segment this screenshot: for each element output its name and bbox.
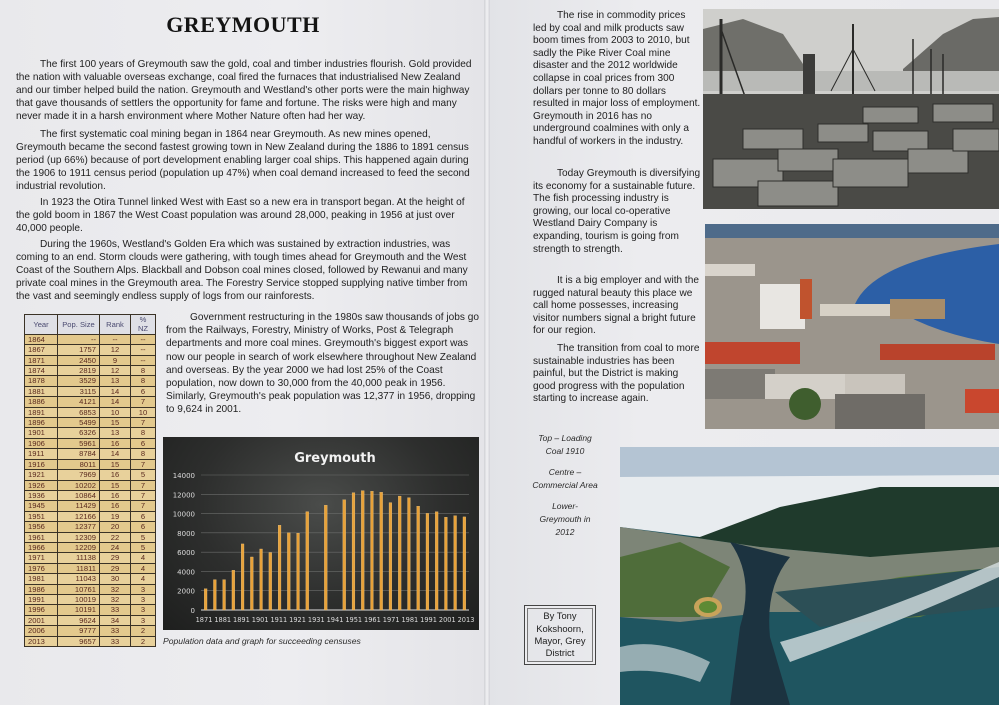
cell-pct-nz: 6 xyxy=(131,386,156,396)
cell-rank: 29 xyxy=(100,553,131,563)
chart-bar xyxy=(398,496,401,610)
paragraph-diversifying: Today Greymouth is diversifying its economy for a sustainable future. The fish processing industry is growing, our local co-operative Westland Dairy Company is expanding, tourism is going from strength to strength. xyxy=(533,168,701,255)
chart-title: Greymouth xyxy=(294,451,376,466)
cell-pop-size: 6853 xyxy=(58,407,100,417)
table-row xyxy=(25,459,156,469)
table-row xyxy=(25,522,156,532)
photo-greymouth-2012 xyxy=(620,447,999,705)
cell-pct-nz: 7 xyxy=(131,397,156,407)
river-mouth-aerial-image xyxy=(620,447,999,705)
x-tick-label: 1921 xyxy=(289,616,306,624)
population-table xyxy=(24,314,156,647)
cell-pop-size: -- xyxy=(58,334,100,344)
x-tick-label: 1871 xyxy=(195,616,213,624)
chart-bar xyxy=(454,516,457,610)
photo-captions xyxy=(530,432,600,547)
cell-year: 1906 xyxy=(25,438,58,448)
header-pct-nz: % NZ xyxy=(131,315,156,335)
cell-pop-size: 10191 xyxy=(58,605,100,615)
cell-rank: 32 xyxy=(100,594,131,604)
chart-bar xyxy=(278,525,281,610)
cell-year: 1996 xyxy=(25,605,58,615)
table-row xyxy=(25,490,156,500)
cell-pop-size: 11043 xyxy=(58,574,100,584)
x-tick-label: 1911 xyxy=(270,616,288,624)
x-tick-label: 1901 xyxy=(251,616,269,624)
cell-pop-size: 11811 xyxy=(58,563,100,573)
cell-year: 2013 xyxy=(25,636,58,646)
y-tick-label: 12000 xyxy=(172,491,195,500)
x-tick-label: 1891 xyxy=(233,616,250,624)
cell-pop-size: 9777 xyxy=(58,626,100,636)
cell-rank: 10 xyxy=(100,407,131,417)
x-tick-label: 1941 xyxy=(326,616,344,624)
cell-rank: 12 xyxy=(100,345,131,355)
header-rank: Rank xyxy=(100,315,131,335)
table-row xyxy=(25,438,156,448)
cell-year: 1945 xyxy=(25,501,58,511)
cell-rank: 33 xyxy=(100,605,131,615)
cell-year: 1901 xyxy=(25,428,58,438)
cell-pct-nz: 2 xyxy=(131,636,156,646)
chart-bar xyxy=(343,500,346,610)
cell-rank: 16 xyxy=(100,490,131,500)
cell-rank: 9 xyxy=(100,355,131,365)
chart-bar xyxy=(426,513,429,610)
cell-pct-nz: -- xyxy=(131,345,156,355)
cell-pop-size: 6326 xyxy=(58,428,100,438)
chart-bar xyxy=(269,553,272,610)
chart-bar xyxy=(306,512,309,610)
chart-bar xyxy=(232,570,235,610)
table-body xyxy=(25,334,156,646)
cell-pct-nz: 7 xyxy=(131,459,156,469)
table-row xyxy=(25,615,156,625)
coal-wagons-image xyxy=(703,9,999,209)
paragraph-transition: The transition from coal to more sustainable industries has been painful, but the District is making good progress with the population starting to increase again. xyxy=(533,343,700,405)
cell-rank: 15 xyxy=(100,459,131,469)
paragraph-history: The first 100 years of Greymouth saw the gold, coal and timber industries flourish. Gold provided the nation with valuable overseas exchange, coal fired the furnaces that industrialised New Zealand and our timber helped build the nation. Greymouth and Westland's other ports were the main highway that gave thousands of settlers the opportunity for fame and fortune. The risks were high and many never made it in a harsh environment where Mother Nature often had her way. xyxy=(16,59,472,123)
cell-pct-nz: 7 xyxy=(131,501,156,511)
y-tick-label: 4000 xyxy=(177,568,195,577)
table-row xyxy=(25,449,156,459)
cell-year: 2006 xyxy=(25,626,58,636)
town-aerial-image xyxy=(705,224,999,429)
cell-pct-nz: 8 xyxy=(131,449,156,459)
x-tick-label: 1991 xyxy=(420,616,437,624)
cell-year: 1921 xyxy=(25,470,58,480)
chart-bar xyxy=(371,491,374,610)
cell-pct-nz: 8 xyxy=(131,366,156,376)
table-row xyxy=(25,563,156,573)
table-row xyxy=(25,397,156,407)
table-row xyxy=(25,345,156,355)
photo-commercial-area xyxy=(705,224,999,429)
cell-pct-nz: -- xyxy=(131,334,156,344)
cell-pct-nz: 7 xyxy=(131,480,156,490)
chart-bar xyxy=(435,512,438,610)
table-row xyxy=(25,355,156,365)
chart-bar xyxy=(287,533,290,610)
chart-bar xyxy=(297,533,300,610)
cell-year: 1891 xyxy=(25,407,58,417)
cell-year: 1956 xyxy=(25,522,58,532)
cell-rank: 16 xyxy=(100,501,131,511)
table-row xyxy=(25,605,156,615)
cell-pct-nz: 10 xyxy=(131,407,156,417)
cell-rank: 12 xyxy=(100,366,131,376)
x-tick-label: 1961 xyxy=(364,616,381,624)
cell-pct-nz: 5 xyxy=(131,470,156,480)
y-tick-label: 10000 xyxy=(172,510,195,519)
cell-rank: 29 xyxy=(100,563,131,573)
cell-rank: 34 xyxy=(100,615,131,625)
y-tick-label: 14000 xyxy=(172,472,195,480)
table-header-row xyxy=(25,315,156,335)
chart-bar xyxy=(361,491,364,610)
chart-svg xyxy=(163,437,479,630)
page-title: GREYMOUTH xyxy=(166,12,320,37)
table-row xyxy=(25,470,156,480)
cell-pct-nz: 4 xyxy=(131,574,156,584)
cell-rank: 14 xyxy=(100,397,131,407)
paragraph-1960s: During the 1960s, Westland's Golden Era which was sustained by extraction industries, was coming to an end. Storm clouds were gathering, with tough times ahead for Greymouth and the West Coast of the Southern Alps. Blackball and Dobson coal mines closed, followed by Rewanui and many private coal mines in the Greymouth area. The Forestry Service stopped supplying native timber from the vast and seemingly endless supply of logs from our rainforests. xyxy=(16,239,468,303)
cell-rank: -- xyxy=(100,334,131,344)
cell-rank: 13 xyxy=(100,428,131,438)
paragraph-restructuring: Government restructuring in the 1980s saw thousands of jobs go from the Railways, Forestry, Ministry of Works, Post & Telegraph departments and more coal mines. Greymouth's biggest export was now our people in search of work elsewhere throughout New Zealand and overseas. By the year 2000 we had lost 25% of the Coast population, now down to 30,000 from the 40,000 peak in 1956. Similarly, Greymouth's peak population was 12,377 in 1956, dropping to 9,624 in 2001. xyxy=(166,312,479,416)
cell-year: 1926 xyxy=(25,480,58,490)
cell-pop-size: 12166 xyxy=(58,511,100,521)
chart-bar xyxy=(352,493,355,610)
caption-centre: Centre – Commercial Area xyxy=(532,467,598,490)
cell-pct-nz: 3 xyxy=(131,594,156,604)
population-chart xyxy=(163,437,479,630)
cell-year: 1976 xyxy=(25,563,58,573)
header-pop-size: Pop. Size xyxy=(58,315,100,335)
cell-rank: 22 xyxy=(100,532,131,542)
page-gutter xyxy=(484,0,490,705)
cell-pop-size: 10019 xyxy=(58,594,100,604)
x-tick-label: 1931 xyxy=(307,616,325,624)
cell-pop-size: 9624 xyxy=(58,615,100,625)
cell-pop-size: 2450 xyxy=(58,355,100,365)
cell-year: 1867 xyxy=(25,345,58,355)
cell-year: 2001 xyxy=(25,615,58,625)
cell-year: 1896 xyxy=(25,418,58,428)
caption-lower: Lower- Greymouth in 2012 xyxy=(539,501,591,537)
cell-pct-nz: 7 xyxy=(131,418,156,428)
cell-pop-size: 8011 xyxy=(58,459,100,469)
table-row xyxy=(25,376,156,386)
x-tick-label: 1971 xyxy=(382,616,400,624)
table-row xyxy=(25,574,156,584)
table-row xyxy=(25,334,156,344)
cell-pct-nz: 5 xyxy=(131,542,156,552)
y-tick-label: 2000 xyxy=(177,587,195,596)
cell-rank: 14 xyxy=(100,386,131,396)
cell-pct-nz: 6 xyxy=(131,438,156,448)
cell-pop-size: 11429 xyxy=(58,501,100,511)
x-tick-label: 2013 xyxy=(457,616,475,624)
cell-pop-size: 5499 xyxy=(58,418,100,428)
cell-year: 1886 xyxy=(25,397,58,407)
cell-year: 1881 xyxy=(25,386,58,396)
cell-pop-size: 7969 xyxy=(58,470,100,480)
cell-pct-nz: 5 xyxy=(131,532,156,542)
author-box: By Tony Kokshoorn, Mayor, Grey District xyxy=(524,605,596,665)
cell-pop-size: 4121 xyxy=(58,397,100,407)
cell-year: 1916 xyxy=(25,459,58,469)
chart-bar xyxy=(417,506,420,610)
cell-rank: 15 xyxy=(100,480,131,490)
cell-year: 1874 xyxy=(25,366,58,376)
cell-pop-size: 8784 xyxy=(58,449,100,459)
table-row xyxy=(25,542,156,552)
x-tick-label: 1881 xyxy=(214,616,232,624)
cell-rank: 15 xyxy=(100,418,131,428)
table-row xyxy=(25,501,156,511)
chart-bar xyxy=(213,580,216,610)
x-tick-label: 1951 xyxy=(345,616,363,624)
chart-caption: Population data and graph for succeeding censuses xyxy=(163,636,361,646)
chart-bar xyxy=(260,549,263,610)
cell-pct-nz: 8 xyxy=(131,428,156,438)
cell-pct-nz: 3 xyxy=(131,584,156,594)
cell-rank: 14 xyxy=(100,449,131,459)
chart-bar xyxy=(444,517,447,610)
cell-rank: 33 xyxy=(100,636,131,646)
cell-rank: 30 xyxy=(100,574,131,584)
cell-pop-size: 5961 xyxy=(58,438,100,448)
cell-pct-nz: 7 xyxy=(131,490,156,500)
chart-bar xyxy=(380,492,383,610)
cell-pct-nz: 6 xyxy=(131,522,156,532)
cell-pct-nz: 3 xyxy=(131,615,156,625)
cell-year: 1981 xyxy=(25,574,58,584)
chart-bar xyxy=(389,503,392,610)
cell-rank: 13 xyxy=(100,376,131,386)
cell-pop-size: 10761 xyxy=(58,584,100,594)
paragraph-commodity-prices: The rise in commodity prices led by coal and milk products saw boom times from 2003 to 2010, but sadly the Pike River Coal mine disaster and the 2012 worldwide collapse in coal prices from 300 dollars per tonne to 80 dollars resulted in major loss of employment. Greymouth in 2016 has no underground coalmines with only a handful of workers in the industry. xyxy=(533,10,701,147)
cell-pop-size: 10202 xyxy=(58,480,100,490)
cell-year: 1971 xyxy=(25,553,58,563)
cell-rank: 24 xyxy=(100,542,131,552)
cell-year: 1871 xyxy=(25,355,58,365)
table-row xyxy=(25,418,156,428)
cell-pct-nz: 8 xyxy=(131,376,156,386)
y-tick-label: 8000 xyxy=(177,529,195,538)
cell-pop-size: 9657 xyxy=(58,636,100,646)
paragraph-coal-mining: The first systematic coal mining began in 1864 near Greymouth. As new mines opened, Greymouth became the second fastest growing town in New Zealand during the 1886 to 1891 census period (up 66%) because of port development enabling larger coal ships. This happened again during the 1906 to 1911 census period (population up 47%) when coal demand increased to feed the second industrial revolution. xyxy=(16,129,470,193)
table-row xyxy=(25,386,156,396)
chart-bar xyxy=(324,505,327,610)
table-row xyxy=(25,480,156,490)
photo-loading-coal xyxy=(703,9,999,209)
table-row xyxy=(25,594,156,604)
cell-rank: 16 xyxy=(100,470,131,480)
table-row xyxy=(25,626,156,636)
cell-year: 1991 xyxy=(25,594,58,604)
caption-top: Top – Loading Coal 1910 xyxy=(538,433,592,456)
cell-year: 1966 xyxy=(25,542,58,552)
table-row xyxy=(25,553,156,563)
cell-pop-size: 1757 xyxy=(58,345,100,355)
cell-year: 1911 xyxy=(25,449,58,459)
cell-pop-size: 12309 xyxy=(58,532,100,542)
cell-pct-nz: 4 xyxy=(131,563,156,573)
chart-bar xyxy=(463,517,466,610)
chart-bar xyxy=(250,557,253,610)
table-row xyxy=(25,366,156,376)
chart-bar xyxy=(408,498,411,610)
cell-rank: 20 xyxy=(100,522,131,532)
cell-pct-nz: 2 xyxy=(131,626,156,636)
cell-pct-nz: 3 xyxy=(131,605,156,615)
cell-rank: 32 xyxy=(100,584,131,594)
cell-rank: 19 xyxy=(100,511,131,521)
table-row xyxy=(25,636,156,646)
chart-bar xyxy=(223,580,226,610)
paragraph-otira-tunnel: In 1923 the Otira Tunnel linked West with East so a new era in transport began. At the height of the gold boom in 1867 the West Coast population was around 28,000, peaking in 1956 at just over 40,000 people. xyxy=(16,197,465,235)
x-tick-label: 1981 xyxy=(401,616,419,624)
chart-bar xyxy=(241,544,244,610)
chart-bar xyxy=(204,589,207,610)
table-row xyxy=(25,407,156,417)
cell-pop-size: 3529 xyxy=(58,376,100,386)
cell-year: 1878 xyxy=(25,376,58,386)
cell-year: 1864 xyxy=(25,334,58,344)
cell-pct-nz: 4 xyxy=(131,553,156,563)
cell-rank: 16 xyxy=(100,438,131,448)
cell-year: 1986 xyxy=(25,584,58,594)
y-tick-label: 6000 xyxy=(177,549,195,558)
table-row xyxy=(25,584,156,594)
header-year: Year xyxy=(25,315,58,335)
cell-pop-size: 11138 xyxy=(58,553,100,563)
cell-year: 1951 xyxy=(25,511,58,521)
table-row xyxy=(25,428,156,438)
table-row xyxy=(25,532,156,542)
cell-pct-nz: 6 xyxy=(131,511,156,521)
cell-pop-size: 12377 xyxy=(58,522,100,532)
x-tick-label: 2001 xyxy=(438,616,456,624)
cell-pop-size: 2819 xyxy=(58,366,100,376)
cell-rank: 33 xyxy=(100,626,131,636)
paragraph-big-employer: It is a big employer and with the rugged natural beauty this place we call home possesses, increasing visitor numbers signal a bright future for our region. xyxy=(533,275,699,337)
table-row xyxy=(25,511,156,521)
cell-year: 1961 xyxy=(25,532,58,542)
cell-pop-size: 10864 xyxy=(58,490,100,500)
cell-year: 1936 xyxy=(25,490,58,500)
cell-pct-nz: -- xyxy=(131,355,156,365)
cell-pop-size: 12209 xyxy=(58,542,100,552)
y-tick-label: 0 xyxy=(190,607,195,615)
cell-pop-size: 3115 xyxy=(58,386,100,396)
